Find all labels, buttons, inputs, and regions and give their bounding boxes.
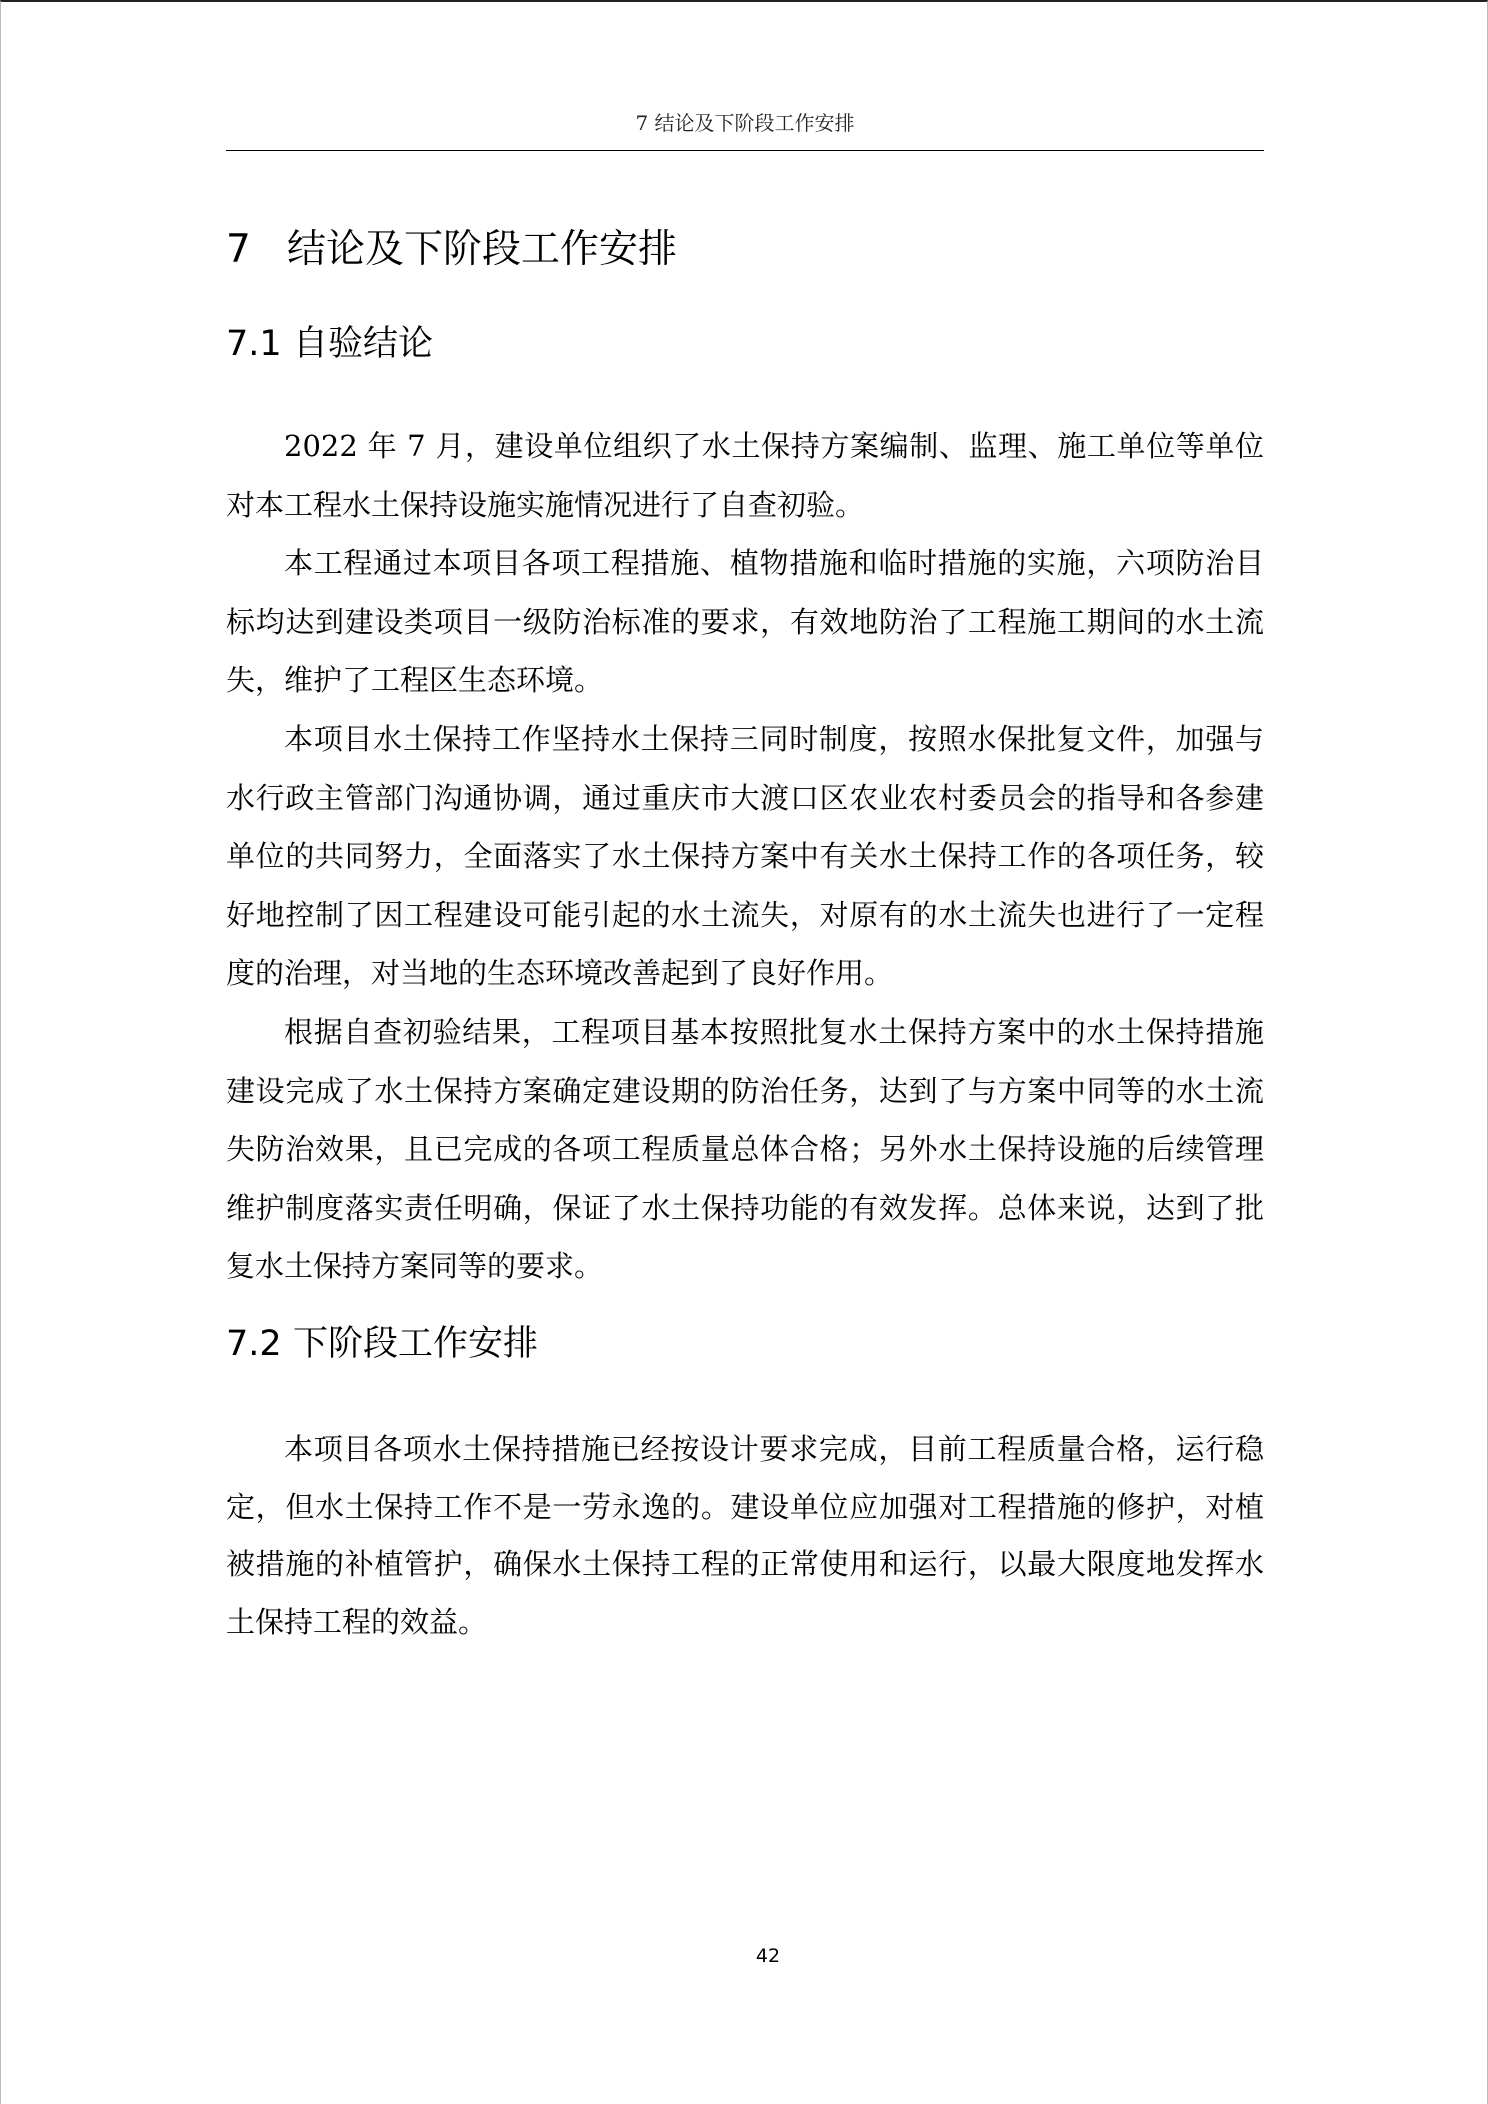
paragraph-line: 被措施的补植管护，确保水土保持工程的正常使用和运行，以最大限度地发挥水 [226,1547,1264,1582]
chapter-title [226,224,1264,276]
header-rule [226,150,1264,151]
running-header: 7 结论及下阶段工作安排 [635,111,855,135]
chapter-number: 7 [226,227,251,272]
paragraph [226,534,1264,710]
section-heading-7-1 [226,321,1264,367]
paragraph-line: 单位的共同努力，全面落实了水土保持方案中有关水土保持工作的各项任务，较 [226,839,1264,874]
paragraph-line: 根据自查初验结果，工程项目基本按照批复水土保持方案中的水土保持措施 [284,1014,1264,1049]
paragraph [226,1421,1264,1652]
paragraph [226,710,1264,1003]
section-heading-7-2 [226,1321,1264,1367]
paragraph-line: 本项目各项水土保持措施已经按设计要求完成，目前工程质量合格，运行稳 [284,1432,1264,1466]
paragraph-line: 定，但水土保持工作不是一劳永逸的。建设单位应加强对工程措施的修护，对植 [226,1489,1264,1524]
paragraph-line: 水行政主管部门沟通协调，通过重庆市大渡口区农业农村委员会的指导和各参建 [226,780,1264,815]
section-title: 下阶段工作安排 [293,1324,539,1364]
paragraph-line: 复水土保持方案同等的要求。 [226,1249,604,1284]
paragraph [226,1003,1264,1296]
section-number: 7.2 [226,1324,282,1364]
section-body-7-1 [226,417,1264,1296]
section-title: 自验结论 [293,324,434,364]
section-number: 7.1 [226,324,282,364]
paragraph-line: 维护制度落实责任明确，保证了水土保持功能的有效发挥。总体来说，达到了批 [226,1190,1264,1225]
paragraph-line: 度的治理，对当地的生态环境改善起到了良好作用。 [226,956,894,991]
section-body-7-2 [226,1421,1264,1652]
paragraph-line: 失，维护了工程区生态环境。 [226,663,604,698]
page-number: 42 [755,1945,781,1967]
paragraph-line: 土保持工程的效益。 [226,1605,488,1640]
paragraph-line: 建设完成了水土保持方案确定建设期的防治任务，达到了与方案中同等的水土流 [226,1073,1264,1108]
chapter-title-text: 结论及下阶段工作安排 [287,227,678,272]
paragraph-line: 标均达到建设类项目一级防治标准的要求，有效地防治了工程施工期间的水土流 [226,604,1264,639]
paragraph-line: 本工程通过本项目各项工程措施、植物措施和临时措施的实施，六项防治目 [284,546,1264,581]
paragraph [226,417,1264,534]
paragraph-line: 好地控制了因工程建设可能引起的水土流失，对原有的水土流失也进行了一定程 [226,897,1264,932]
paragraph-line: 失防治效果，且已完成的各项工程质量总体合格；另外水土保持设施的后续管理 [226,1132,1264,1167]
paragraph-line: 2022 年 7 月，建设单位组织了水土保持方案编制、监理、施工单位等单位 [284,429,1264,463]
paragraph-line: 本项目水土保持工作坚持水土保持三同时制度，按照水保批复文件，加强与 [284,721,1264,756]
paragraph-line: 对本工程水土保持设施实施情况进行了自查初验。 [226,487,865,522]
